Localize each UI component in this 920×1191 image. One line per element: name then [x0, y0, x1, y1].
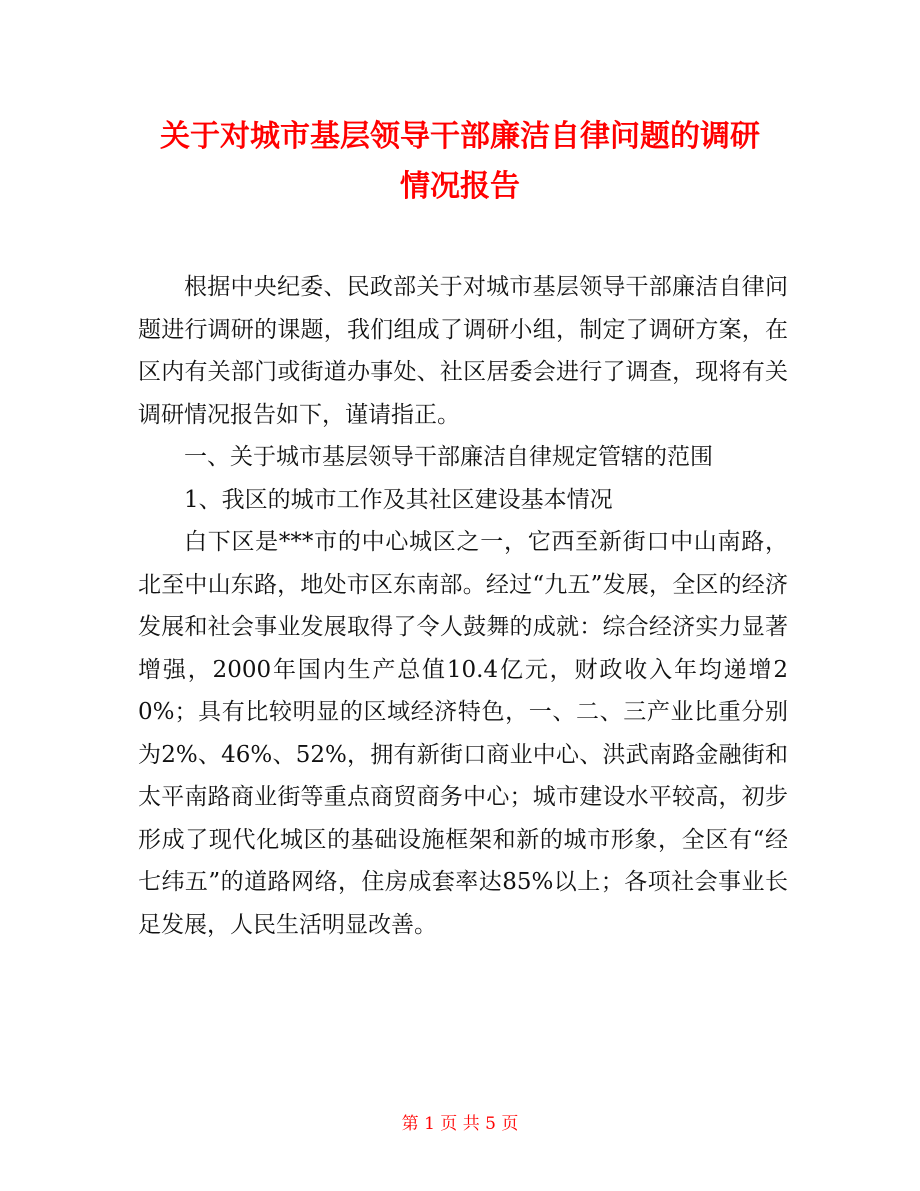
paragraph-intro: 根据中央纪委、民政部关于对城市基层领导干部廉洁自律问题进行调研的课题，我们组成了调研小组，制定了调研方案，在区内有关部门或街道办事处、社区居委会进行了调查，现将有关调研情况报告如下，谨请指正。 [138, 274, 788, 428]
document-body [138, 266, 788, 946]
title-line-2: 情况报告 [400, 169, 520, 204]
subsection-heading-1: 1、我区的城市工作及其社区建设基本情况 [184, 486, 613, 513]
document-title [120, 112, 800, 212]
page-number-footer: 第 1 页 共 5 页 [401, 1114, 519, 1134]
title-line-1: 关于对城市基层领导干部廉洁自律问题的调研 [160, 119, 760, 154]
section-heading-1: 一、关于城市基层领导干部廉洁自律规定管辖的范围 [184, 444, 713, 470]
paragraph-district-overview: 白下区是***市的中心城区之一，它西至新街口中山南路，北至中山东路，地处市区东南部。经过“九五”发展，全区的经济发展和社会事业发展取得了令人鼓舞的成就：综合经济实力显著增强，2000年国内生产总值10.4亿元，财政收入年均递增20%；具有比较明显的区域经济特色，一、二、三产业比重分别为2%、46%、52%，拥有新街口商业中心、洪武南路金融街和太平南路商业街等重点商贸商务中心；城市建设水平较高，初步形成了现代化城区的基础设施框架和新的城市形象，全区有“经七纬五”的道路网络，住房成套率达85%以上；各项社会事业长足发展，人民生活明显改善。 [138, 529, 788, 938]
